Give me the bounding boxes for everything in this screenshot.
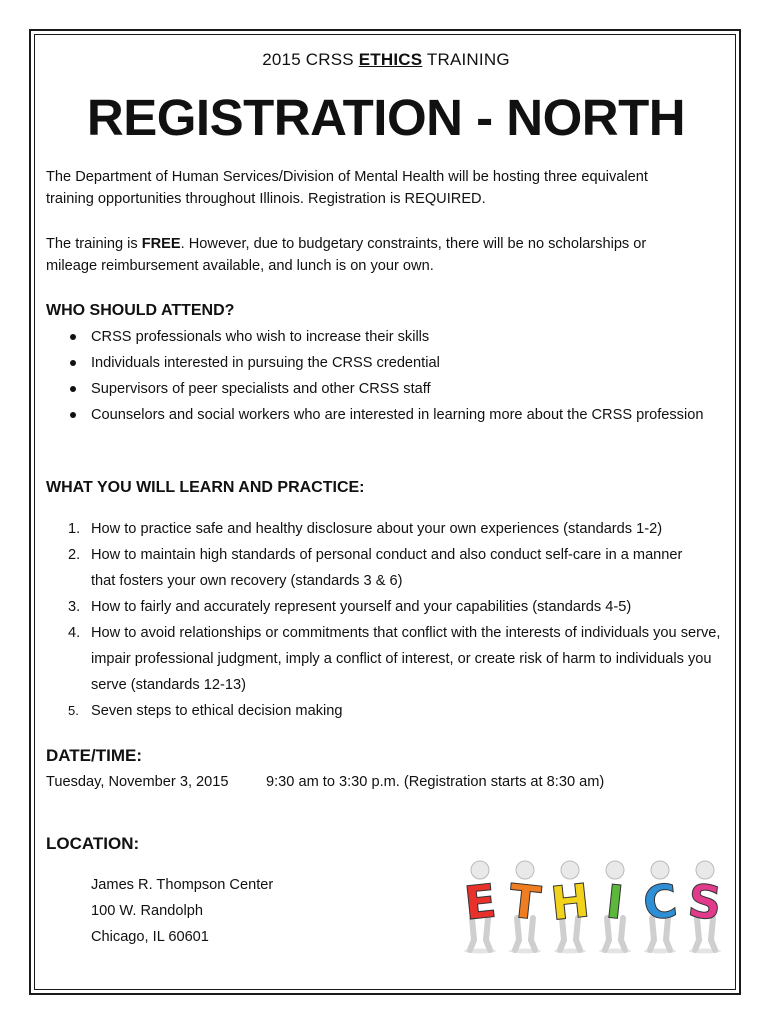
item-number: 1.	[68, 521, 81, 537]
list-item: Counselors and social workers who are interested in learning more about the CRSS profession	[46, 402, 706, 428]
cost-line-2: mileage reimbursement available, and lunch is on your own.	[46, 258, 434, 274]
list-item: CRSS professionals who wish to increase their skills	[46, 324, 736, 350]
training-subtitle	[46, 50, 726, 70]
figure-t	[506, 861, 543, 954]
item-number: 2.	[68, 547, 81, 563]
page-title: REGISTRATION - NORTH	[86, 89, 686, 146]
item-text: How to practice safe and healthy disclosure about your own experiences (standards 1-2)	[91, 521, 663, 537]
svg-text:I: I	[603, 874, 627, 930]
intro-line-1: The Department of Human Services/Division of Mental Health will be hosting three equivalent	[46, 169, 648, 185]
cost-prefix: The training is	[46, 236, 142, 252]
intro-line-2: training opportunities throughout Illinois. Registration is REQUIRED.	[46, 191, 486, 207]
item-number: 5.	[68, 703, 79, 718]
svg-text:T: T	[506, 873, 544, 931]
cost-paragraph	[46, 233, 726, 277]
address-line: 100 W. Randolph	[91, 903, 203, 919]
list-item	[46, 516, 736, 542]
figure-i	[599, 861, 631, 954]
svg-text:H: H	[548, 873, 593, 931]
subtitle-prefix: 2015 CRSS	[262, 50, 359, 69]
item-number: 4.	[68, 625, 81, 641]
item-text: How to maintain high standards of personal conduct and also conduct self-care in a manner that fosters your own recovery (standards 3 & 6)	[91, 547, 683, 589]
list-item	[46, 698, 736, 724]
cost-suffix: . However, due to budgetary constraints, there will be no scholarships or	[180, 236, 647, 252]
list-item	[46, 542, 706, 594]
learn-list	[46, 516, 736, 724]
list-item: Supervisors of peer specialists and other CRSS staff	[46, 376, 736, 402]
item-text: How to avoid relationships or commitments that conflict with the interests of individuals you serve, impair professional judgment, imply a conflict of interest, or create risk of harm to individuals you serve (standards 12-13)	[91, 625, 721, 693]
location-address	[91, 872, 273, 950]
address-line: James R. Thompson Center	[91, 877, 274, 893]
event-date: Tuesday, November 3, 2015	[46, 774, 229, 790]
cost-line-1	[46, 233, 726, 255]
location-heading: LOCATION:	[46, 834, 140, 853]
ethics-letters	[462, 861, 724, 954]
cost-free: FREE	[141, 236, 181, 252]
item-text: Seven steps to ethical decision making	[91, 703, 343, 719]
item-text: How to fairly and accurately represent yourself and your capabilities (standards 4-5)	[91, 599, 632, 615]
list-item: Individuals interested in pursuing the CRSS credential	[46, 350, 736, 376]
datetime-row	[46, 774, 605, 790]
subtitle-ethics: ETHICS	[358, 50, 423, 69]
list-item	[46, 620, 736, 698]
item-number: 3.	[68, 599, 81, 615]
intro-paragraph	[46, 166, 726, 210]
who-list	[46, 324, 736, 428]
ethics-figures-image	[456, 858, 736, 954]
address-line: Chicago, IL 60601	[91, 929, 209, 945]
subtitle-suffix: TRAINING	[422, 50, 510, 69]
who-heading: WHO SHOULD ATTEND?	[46, 302, 235, 319]
figure-c	[641, 861, 680, 954]
figure-e	[462, 861, 499, 954]
figure-h	[548, 861, 592, 954]
svg-text:S: S	[685, 873, 725, 931]
learn-heading: WHAT YOU WILL LEARN AND PRACTICE:	[46, 479, 365, 496]
datetime-heading: DATE/TIME:	[46, 746, 143, 765]
svg-text:C: C	[640, 873, 680, 931]
event-time: 9:30 am to 3:30 p.m. (Registration starts at 8:30 am)	[266, 774, 605, 790]
svg-text:E: E	[461, 873, 499, 931]
list-item	[46, 594, 736, 620]
figure-s	[685, 861, 724, 954]
